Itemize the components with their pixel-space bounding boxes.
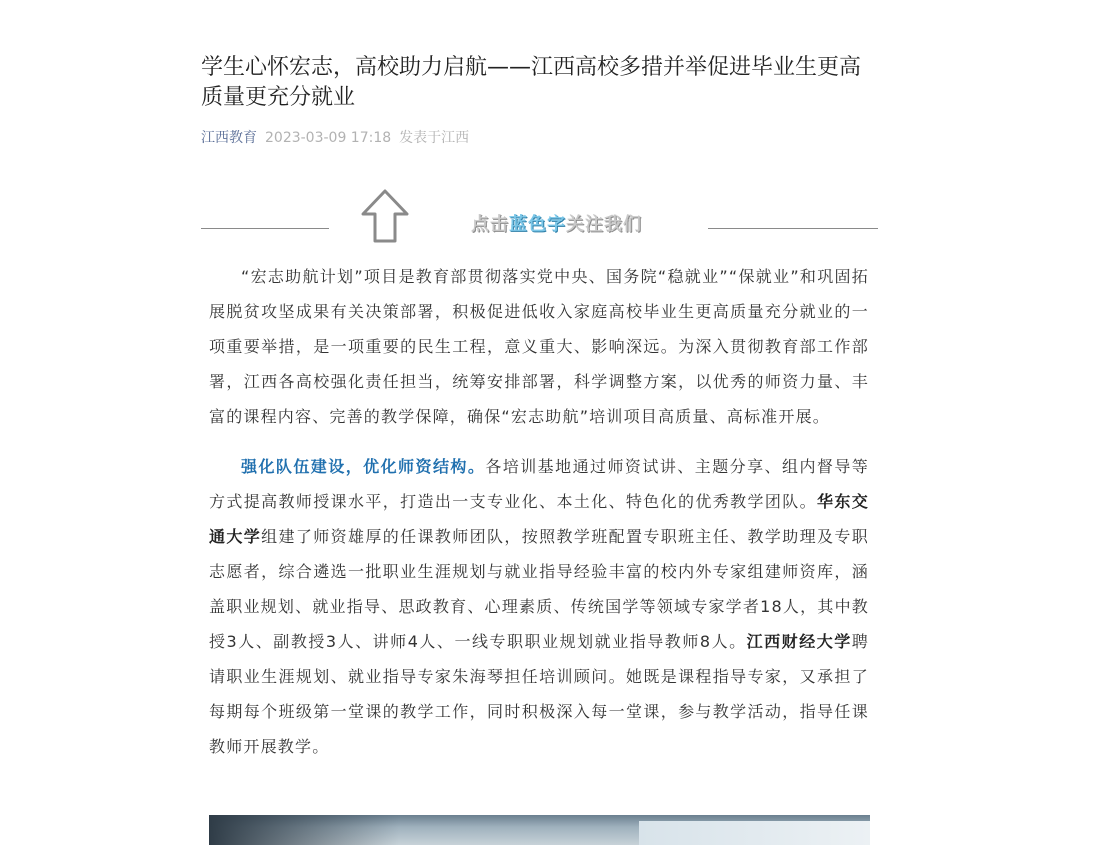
paragraph-intro: “宏志助航计划”项目是教育部贯彻落实党中央、国务院“稳就业”“保就业”和巩固拓展脱贫攻坚成果有关决策部署，积极促进低收入家庭高校毕业生更高质量充分就业的一项重要举措，是一项重要的民生工程，意义重大、影响深远。为深入贯彻教育部工作部署，江西各高校强化责任担当，统筹安排部署，科学调整方案，以优秀的师资力量、丰富的课程内容、完善的教学保障，确保“宏志助航”培训项目高质量、高标准开展。 xyxy=(209,267,869,426)
follow-prefix: 点击 xyxy=(471,214,509,235)
follow-us-banner xyxy=(201,184,878,248)
banner-divider-right xyxy=(708,228,878,229)
article-body xyxy=(209,259,869,764)
follow-highlight: 蓝色字 xyxy=(509,214,566,235)
account-name-link[interactable]: 江西教育 xyxy=(201,130,257,146)
article-photo xyxy=(209,815,870,845)
paragraph-text: 聘请职业生涯规划、就业指导专家朱海琴担任培训顾问。她既是课程指导专家，又承担了每期每个班级第一堂课的教学工作，同时积极深入每一堂课，参与教学活动，指导任课教师开展教学。 xyxy=(209,632,869,756)
paragraph-text: 各培训基地通过师资试讲、主题分享、组内督导等方式提高教师授课水平，打造出一支专业化、本土化、特色化的优秀教学团队。 xyxy=(209,457,869,511)
publish-time: 2023-03-09 17:18 xyxy=(265,130,392,146)
photo-projection-screen xyxy=(639,821,870,845)
up-arrow-icon xyxy=(359,188,411,244)
article-title: 学生心怀宏志，高校助力启航——江西高校多措并举促进毕业生更高质量更充分就业 xyxy=(201,55,862,110)
article-meta xyxy=(201,128,469,148)
follow-suffix: 关注我们 xyxy=(566,214,642,235)
paragraph-team xyxy=(209,449,869,764)
photo-shadow-region xyxy=(209,815,399,845)
school-name: 华东交通大学 xyxy=(209,492,869,546)
section-heading: 强化队伍建设，优化师资结构。 xyxy=(241,457,486,476)
follow-us-text xyxy=(471,213,642,237)
school-name: 江西财经大学 xyxy=(746,632,852,651)
paragraph-text: 组建了师资雄厚的任课教师团队，按照教学班配置专职班主任、教学助理及专职志愿者，综合遴选一批职业生涯规划与就业指导经验丰富的校内外专家组建师资库，涵盖职业规划、就业指导、思政教育、心理素质、传统国学等领域专家学者18人，其中教授3人、副教授3人、讲师4人、一线专职职业规划就业指导教师8人。 xyxy=(209,527,869,651)
publish-location: 发表于江西 xyxy=(399,130,470,146)
banner-divider-left xyxy=(201,228,329,229)
